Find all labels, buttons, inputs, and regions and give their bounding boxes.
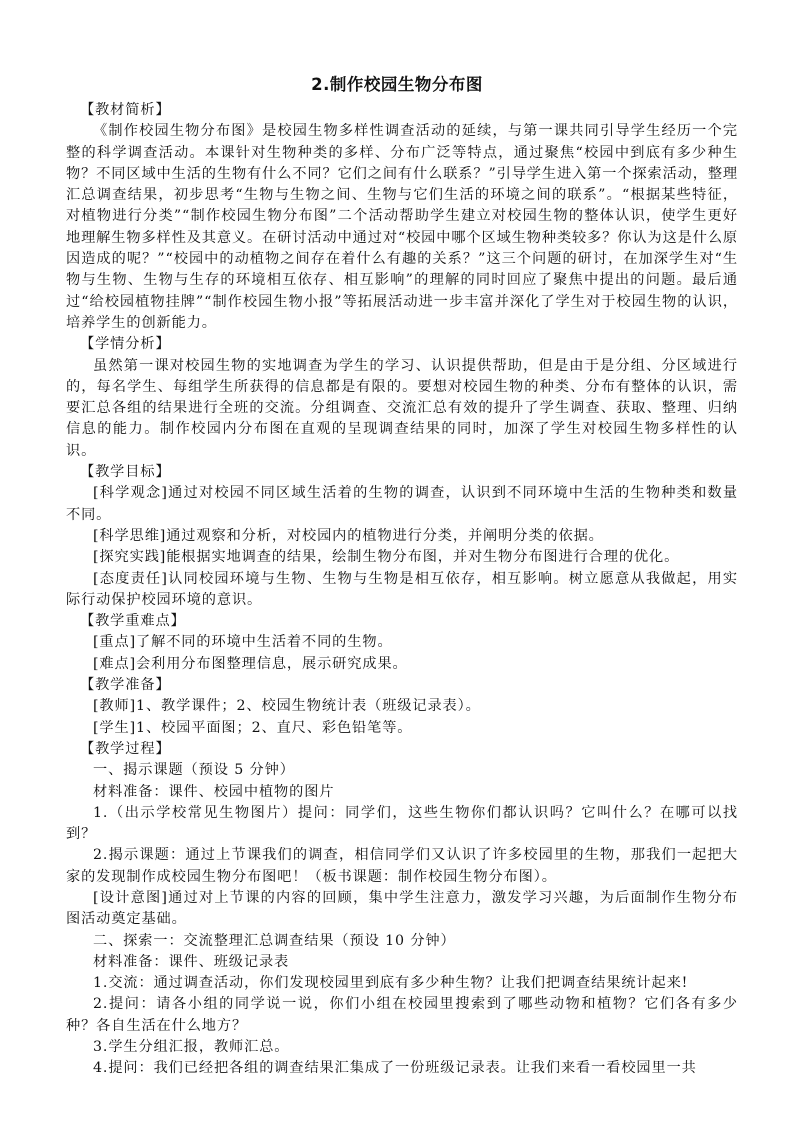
section-heading-preparation: 【教学准备】 [80,677,171,694]
section-heading-teaching-process: 【教学过程】 [80,740,171,757]
section-heading-student-analysis: 【学情分析】 [80,336,171,353]
section-heading-textbook-analysis: 【教材简析】 [80,102,171,118]
paragraph: 1.交流：通过调查活动，你们发现校园里到底有多少种生物？让我们把调查结果统计起来! [93,975,689,992]
paragraph: 二、探索一：交流整理汇总调查结果（预设 10 分钟） [93,932,456,949]
section-heading-teaching-goals: 【教学目标】 [80,464,171,481]
paragraph: 2.揭示课题：通过上节课我们的调查，相信同学们又认识了许多校园里的生物，那我们一起把大家的发现制作成校园生物分布图吧！（板书课题：制作校园生物分布图）。 [66,847,738,885]
section-heading-key-points: 【教学重难点】 [80,613,186,630]
paragraph: [难点]会利用分布图整理信息，展示研究成果。 [93,655,408,672]
paragraph: [学生]1、校园平面图；2、直尺、彩色铅笔等。 [93,719,413,736]
paragraph: [设计意图]通过对上节课的内容的回顾，集中学生注意力，激发学习兴趣，为后面制作生物分布图活动奠定基础。 [66,889,738,928]
paragraph: 材料准备：课件、校园中植物的图片 [93,783,335,800]
paragraph: [态度责任]认同校园环境与生物、生物与生物是相互依存，相互影响。树立愿意从我做起，用实际行动保护校园环境的意识。 [66,570,738,608]
paragraph: 材料准备：课件、班级记录表 [93,953,290,970]
paragraph: 《制作校园生物分布图》是校园生物多样性调查活动的延续，与第一课共同引导学生经历一个完整的科学调查活动。本课针对生物种类的多样、分布广泛等特点，通过聚焦“校园中到底有多少种生物？不同区域中生活的生物有什么不同？它们之间有什么联系？”引导学生进入第一个探索活动，整理汇总调查结果，初步思考“生物与生物之间、生物与它们生活的环境之间的联系”。“根据某些特征，对植物进行分类”“制作校园生物分布图”二个活动帮助学生建立对校园生物的整体认识，使学生更好地理解生物多样性及其意义。在研讨活动中通过对“校园中哪个区域生物种类较多？你认为这是什么原因造成的呢？”“校园中的动植物之间存在着什么有趣的关系？”这三个问题的研讨，在加深学生对“生物与生物、生物与生存的环境相互依存、相互影响”的理解的同时回应了聚焦中提出的问题。最后通过“给校园植物挂牌”“制作校园生物小报”等拓展活动进一步丰富并深化了学生对于校园生物的认识，培养学生的创新能力。 [66,123,739,331]
paragraph: 一、揭示课题（预设 5 分钟） [93,762,295,779]
paragraph: 3.学生分组汇报，教师汇总。 [93,1039,290,1056]
document-body [66,100,738,1080]
paragraph: 2.提问：请各小组的同学说一说，你们小组在校园里搜索到了哪些动物和植物？它们各有多少种？各自生活在什么地方？ [66,996,738,1034]
paragraph: [教师]1、教学课件；2、校园生物统计表（班级记录表）。 [93,698,481,715]
paragraph: [探究实践]能根据实地调查的结果，绘制生物分布图，并对生物分布图进行合理的优化。 [93,549,680,566]
paragraph: 1.（出示学校常见生物图片）提问：同学们，这些生物你们都认识吗？它叫什么？在哪可以找到？ [66,804,738,843]
paragraph: 虽然第一课对校园生物的实地调查为学生的学习、认识提供帮助，但是由于是分组、分区域进行的，每名学生、每组学生所获得的信息都是有限的。要想对校园生物的种类、分布有整体的认识，需要汇总各组的结果进行全班的交流。分组调查、交流汇总有效的提升了学生调查、获取、整理、归纳信息的能力。制作校园内分布图在直观的呈现调查结果的同时，加深了学生对校园生物多样性的认识。 [66,357,738,459]
paragraph: [科学观念]通过对校园不同区域生活着的生物的调查，认识到不同环境中生活的生物种类和数量不同。 [66,485,738,523]
paragraph: [科学思维]通过观察和分析，对校园内的植物进行分类，并阐明分类的依据。 [93,527,604,544]
page-title: 2.制作校园生物分布图 [311,75,483,94]
paragraph: [重点]了解不同的环境中生活着不同的生物。 [93,634,393,651]
paragraph: 4.提问：我们已经把各组的调查结果汇集成了一份班级记录表。让我们来看一看校园里一共 [93,1060,697,1077]
